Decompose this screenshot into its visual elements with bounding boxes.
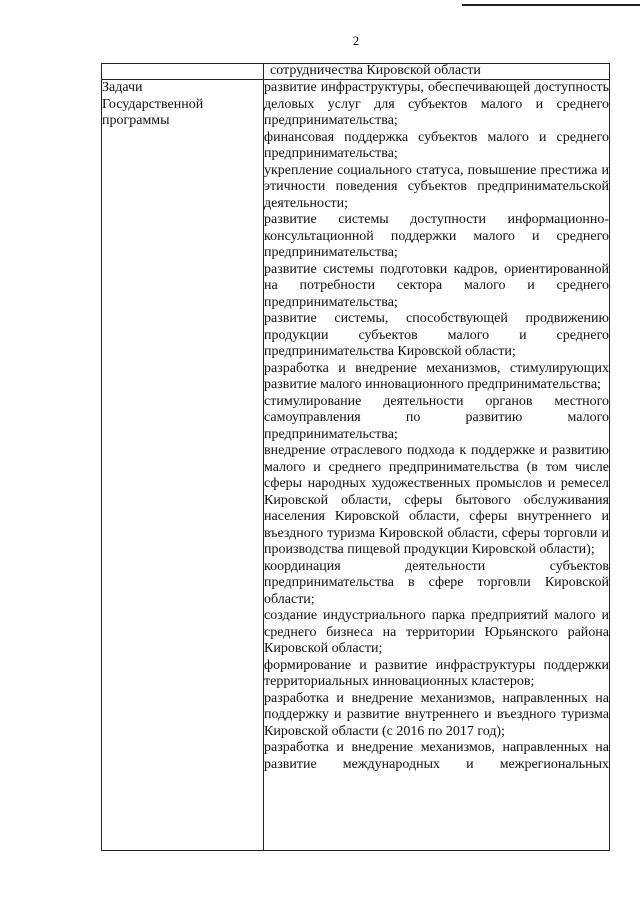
program-passport-table bbox=[101, 63, 610, 851]
task-item: создание индустриального парка предприятий малого и среднего бизнеса на территории Юрьянского района Кировской области; bbox=[264, 608, 609, 656]
table-row-continuation bbox=[102, 64, 610, 80]
task-item: финансовая поддержка субъектов малого и среднего предпринимательства; bbox=[264, 129, 609, 161]
task-item: разработка и внедрение механизмов, стимулирующих развитие малого инновационного предпринимательства; bbox=[264, 360, 609, 392]
row-label-line: программы bbox=[102, 113, 170, 128]
task-item: развитие системы подготовки кадров, ориентированной на потребности сектора малого и среднего предпринимательства; bbox=[264, 261, 609, 310]
table-cell-tasks bbox=[264, 80, 610, 851]
top-edge-rule bbox=[462, 4, 640, 6]
task-item: развитие системы доступности информационно-консультационной поддержки малого и среднего предпринимательства; bbox=[264, 212, 609, 260]
page-number: 2 bbox=[352, 33, 360, 48]
table-cell-row-label bbox=[102, 80, 264, 851]
task-item: внедрение отраслевого подхода к поддержке и развитию малого и среднего предпринимательства (в том числе сферы народных художественных промыслов и ремесел Кировской области, сферы бытового обслуживания населения Кировской области, сферы внутреннего и въездного туризма Кировской области, сферы торговли и производства пищевой продукции Кировской области); bbox=[264, 443, 609, 557]
task-item: разработка и внедрение механизмов, направленных на развитие международных и межрегиональных bbox=[264, 740, 609, 772]
task-item: развитие инфраструктуры, обеспечивающей доступность деловых услуг для субъектов малого и среднего предпринимательства; bbox=[264, 80, 609, 128]
task-item: разработка и внедрение механизмов, направленных на поддержку и развитие внутреннего и въездного туризма Кировской области (с 2016 по 2017 год); bbox=[264, 690, 609, 739]
task-item: укрепление социального статуса, повышение престижа и этичности поведения субъектов предпринимательской деятельности; bbox=[264, 162, 609, 211]
task-item: развитие системы, способствующей продвижению продукции субъектов малого и среднего предпринимательства Кировской области; bbox=[264, 311, 609, 359]
table-cell-continuation: сотрудничества Кировской области bbox=[264, 64, 610, 80]
table-cell-empty bbox=[102, 64, 264, 80]
task-item: стимулирование деятельности органов местного самоуправления по развитию малого предпринимательства; bbox=[264, 393, 609, 442]
row-label-line: Задачи bbox=[102, 80, 143, 95]
row-label-line: Государственной bbox=[102, 96, 204, 112]
task-item: формирование и развитие инфраструктуры поддержки территориальных инновационных кластеров; bbox=[264, 657, 609, 689]
table-row-tasks bbox=[102, 80, 610, 851]
task-item: координация деятельности субъектов предпринимательства в сфере торговли Кировской области; bbox=[264, 558, 609, 607]
